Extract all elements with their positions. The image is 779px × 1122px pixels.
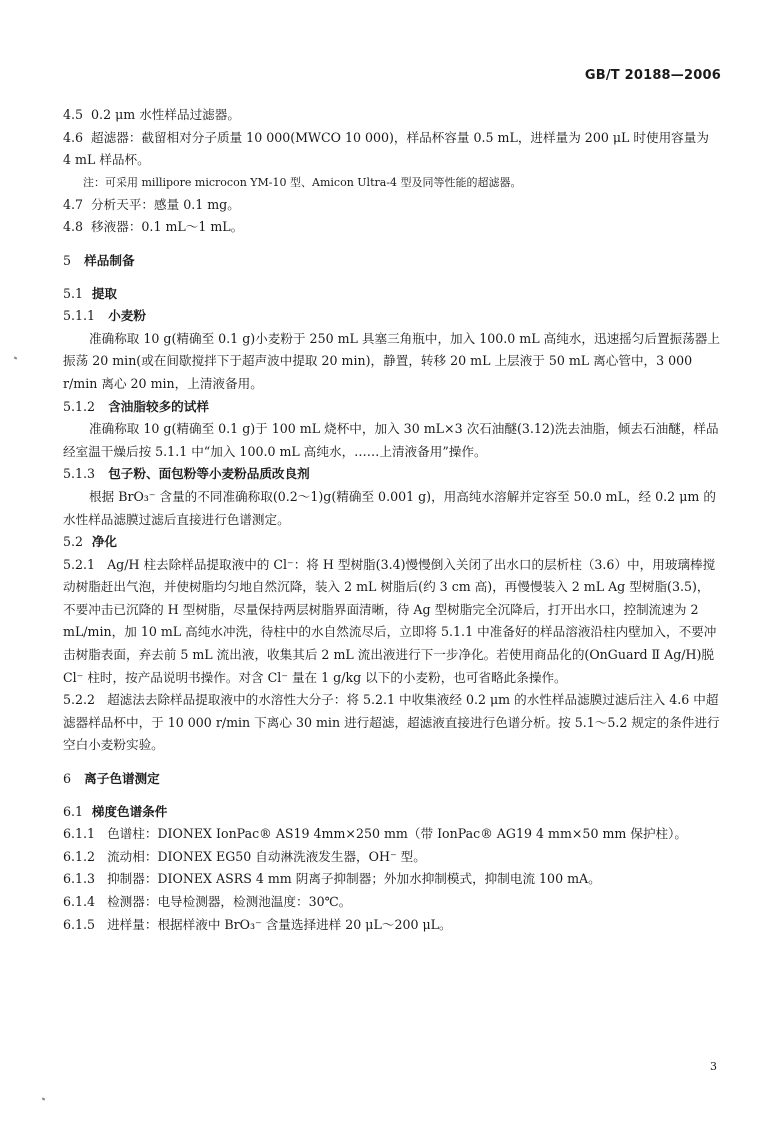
- heading-number: 5.1.1: [63, 308, 96, 324]
- heading-5-1-3: [63, 463, 720, 486]
- heading-title: 包子粉、面包粉等小麦粉品质改良剂: [108, 466, 310, 482]
- heading-5-2: [63, 531, 720, 554]
- item-4-6: [63, 127, 720, 172]
- item-text: 抑制器：DIONEX ASRS 4 mm 阴离子抑制器；外加水抑制模式，抑制电流 100 mA。: [107, 871, 601, 887]
- section-number: 5: [63, 252, 72, 268]
- item-number: 6.1.5: [63, 916, 96, 932]
- heading-5-1-2: [63, 396, 720, 419]
- page-number: 3: [710, 1060, 717, 1073]
- section-5-heading: [63, 250, 720, 273]
- item-6-1-5: [63, 914, 720, 937]
- standard-code: GB/T 20188—2006: [584, 68, 721, 83]
- note-4-6: 注：可采用 millipore microcon YM-10 型、Amicon Ultra-4 型及同等性能的超滤器。: [83, 175, 522, 189]
- heading-5-1: [63, 283, 720, 306]
- item-number: 4.6: [63, 129, 84, 145]
- item-text: 流动相：DIONEX EG50 自动淋洗液发生器，OH⁻ 型。: [107, 848, 426, 864]
- heading-title: 小麦粉: [108, 308, 146, 324]
- paragraph-5-2-2: [63, 689, 720, 757]
- heading-title: 含油脂较多的试样: [108, 398, 209, 414]
- item-6-1-2: [63, 846, 720, 869]
- section-number: 6: [63, 771, 72, 787]
- paragraph-5-1-3: 根据 BrO₃⁻ 含量的不同准确称取(0.2～1)g(精确至 0.001 g)，用高纯水溶解并定容至 50.0 mL，经 0.2 μm 的水性样品滤膜过滤后直接进行色谱测定。: [63, 488, 716, 527]
- item-text: 移液器：0.1 mL～1 mL。: [91, 219, 244, 235]
- paragraph-5-1-1: 准确称取 10 g(精确至 0.1 g)小麦粉于 250 mL 具塞三角瓶中，加入 100.0 mL 高纯水，迅速摇匀后置振荡器上振荡 20 min(或在间歇搅拌下于超声波中提取 20 min)，静置，转移 20 mL 上层液于 50 mL 离心管中，3 000 r/min 离心 20 min，上清液备用。: [63, 330, 720, 391]
- item-4-8: [63, 216, 720, 239]
- item-text: 色谱柱：DIONEX IonPac® AS19 4mm×250 mm（带 IonPac® AG19 4 mm×50 mm 保护柱）。: [107, 826, 688, 842]
- item-6-1-1: [63, 823, 720, 846]
- item-4-5: [63, 104, 720, 127]
- item-number: 6.1.4: [63, 894, 96, 909]
- item-number: 4.5: [63, 107, 84, 122]
- section-6-heading: [63, 768, 720, 791]
- item-text: 超滤器：截留相对分子质量 10 000(MWCO 10 000)，样品杯容量 0.5 mL，进样量为 200 μL 时使用容量为 4 mL 样品杯。: [63, 129, 709, 168]
- scan-speck: [42, 1097, 46, 1100]
- item-6-1-3: [63, 868, 720, 891]
- section-title: 样品制备: [84, 252, 135, 268]
- item-4-7: [63, 194, 720, 217]
- page-content: [63, 104, 720, 936]
- item-text: 进样量：根据样液中 BrO₃⁻ 含量选择进样 20 μL～200 μL。: [107, 916, 452, 932]
- heading-6-1: [63, 801, 720, 824]
- item-6-1-4: [63, 891, 720, 914]
- item-number: 4.7: [63, 196, 84, 212]
- item-number: 6.1.1: [63, 826, 96, 842]
- heading-number: 5.2: [63, 534, 84, 550]
- heading-title: 提取: [91, 285, 117, 301]
- item-text: 检测器：电导检测器，检测池温度：30℃。: [107, 894, 352, 909]
- item-number: 5.2.1: [63, 556, 96, 572]
- item-text: 超滤法去除样品提取液中的水溶性大分子：将 5.2.1 中收集液经 0.2 μm 的水性样品滤膜过滤后注入 4.6 中超滤器样品杯中，于 10 000 r/min 下离心 30 min 进行超滤，超滤液直接进行色谱分析。按 5.1～5.2 规定的条件进行空白小麦粉实验。: [63, 692, 720, 753]
- item-number: 4.8: [63, 219, 84, 235]
- item-text: 0.2 μm 水性样品过滤器。: [91, 107, 240, 122]
- heading-number: 5.1.3: [63, 466, 96, 482]
- paragraph-5-1-2: 准确称取 10 g(精确至 0.1 g)于 100 mL 烧杯中，加入 30 mL×3 次石油醚(3.12)洗去油脂，倾去石油醚，样品经室温干燥后按 5.1.1 中“加入 100.0 mL 高纯水，……上清液备用”操作。: [63, 421, 719, 459]
- heading-number: 5.1: [63, 285, 84, 301]
- item-number: 5.2.2: [63, 692, 96, 708]
- heading-title: 净化: [91, 534, 117, 550]
- heading-number: 5.1.2: [63, 398, 96, 414]
- item-number: 6.1.2: [63, 848, 96, 864]
- section-title: 离子色谱测定: [84, 771, 160, 787]
- item-number: 6.1.3: [63, 871, 96, 887]
- heading-title: 梯度色谱条件: [91, 803, 168, 819]
- item-text: 分析天平：感量 0.1 mg。: [91, 196, 240, 212]
- item-text: Ag/H 柱去除样品提取液中的 Cl⁻：将 H 型树脂(3.4)慢慢倒入关闭了出水口的层析柱（3.6）中，用玻璃棒搅动树脂赶出气泡，并使树脂均匀地自然沉降，装入 2 mL 树脂后(约 3 cm 高)，再慢慢装入 2 mL Ag 型树脂(3.5)，不要冲击已沉降的 H 型树脂，尽量保持两层树脂界面清晰，待 Ag 型树脂完全沉降后，打开出水口，控制流速为 2 mL/min，加 10 mL 高纯水冲洗，待柱中的水自然流尽后，立即将 5.1.1 中准备好的样品溶液沿柱内壁加入，不要冲击树脂表面，弃去前 5 mL 流出液，收集其后 2 mL 流出液进行下一步净化。若使用商品化的(OnGuard Ⅱ Ag/H)脱 Cl⁻ 柱时，按产品说明书操作。对含 Cl⁻ 量在 1 g/kg 以下的小麦粉，也可省略此条操作。: [63, 556, 717, 685]
- heading-number: 6.1: [63, 803, 84, 819]
- scan-speck: [14, 356, 18, 359]
- paragraph-5-2-1: [63, 554, 720, 690]
- heading-5-1-1: [63, 305, 720, 328]
